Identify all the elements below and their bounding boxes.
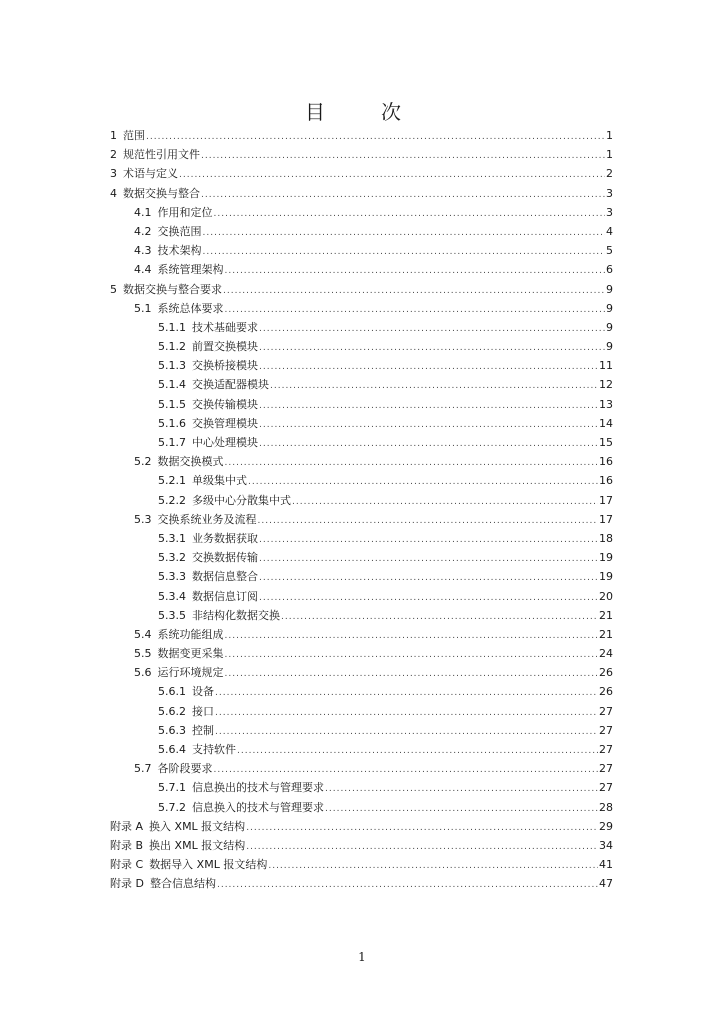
toc-entry-title: 运行环境规定	[157, 666, 224, 680]
toc-dot-leader	[146, 128, 605, 147]
toc-entry-number: 5.3.1	[158, 531, 186, 545]
toc-entry[interactable]	[110, 164, 613, 183]
toc-entry[interactable]	[110, 184, 613, 203]
toc-entry[interactable]	[110, 222, 613, 241]
toc-entry[interactable]	[110, 663, 613, 682]
toc-entry[interactable]	[110, 855, 613, 874]
toc-entry-title: 数据交换与整合要求	[123, 282, 222, 296]
toc-entry-number: 5.1.6	[158, 416, 186, 430]
toc-entry-number: 3	[110, 167, 117, 181]
toc-entry-page: 21	[599, 627, 613, 641]
toc-entry-number: 5.1.5	[158, 397, 186, 411]
toc-entry[interactable]	[110, 452, 613, 471]
toc-entry[interactable]	[110, 260, 613, 279]
toc-entry-number: 5.6.4	[158, 743, 186, 756]
toc-entry-page: 3	[606, 186, 613, 200]
toc-entry-page: 12	[599, 378, 613, 392]
toc-entry-title: 技术基础要求	[192, 320, 258, 334]
toc-entry-page: 34	[599, 838, 613, 852]
toc-entry-title: 技术架构	[157, 244, 202, 258]
toc-dot-leader	[217, 876, 598, 895]
toc-entry-page: 26	[599, 685, 613, 699]
toc-entry-title: 交换系统业务及流程	[157, 512, 257, 526]
toc-entry-page: 26	[599, 666, 613, 680]
toc-entry-title: 术语与定义	[123, 167, 178, 181]
toc-entry-page: 21	[599, 608, 613, 622]
toc-entry-title: 数据变更采集	[157, 647, 224, 661]
toc-dot-leader	[259, 416, 598, 435]
toc-entry-page: 27	[599, 723, 613, 737]
toc-entry-title: 系统功能组成	[157, 627, 224, 641]
toc-entry-title: 系统总体要求	[157, 301, 224, 315]
toc-entry-number: 1	[110, 129, 117, 142]
toc-dot-leader	[201, 186, 605, 205]
toc-entry-page: 9	[606, 301, 613, 315]
toc-dot-leader	[270, 377, 598, 396]
toc-entry-title: 控制	[192, 723, 214, 737]
toc-entry-title: 数据导入 XML 报文结构	[149, 858, 268, 872]
toc-entry-number: 5.2.2	[158, 493, 186, 507]
toc-entry-number: 5.3.2	[158, 551, 186, 565]
toc-entry-number: 4.2	[134, 224, 152, 238]
toc-dot-leader	[246, 838, 598, 857]
toc-entry-title: 作用和定位	[157, 205, 213, 219]
toc-dot-leader	[259, 550, 598, 569]
toc-entry[interactable]	[110, 145, 613, 164]
toc-entry-number: 5	[110, 282, 117, 296]
toc-entry-number: 5.7.2	[158, 800, 186, 814]
toc-entry-number: 5.1	[134, 301, 152, 315]
toc-dot-leader	[225, 646, 599, 665]
toc-entry-title: 数据交换模式	[157, 455, 224, 469]
toc-entry-page: 1	[606, 148, 613, 162]
toc-entry-title: 交换管理模块	[192, 416, 258, 430]
toc-entry-page: 6	[606, 263, 613, 277]
toc-entry-page: 15	[599, 436, 613, 449]
toc-entry[interactable]	[110, 798, 613, 817]
toc-entry-title: 数据交换与整合	[123, 186, 200, 200]
toc-entry[interactable]	[110, 510, 613, 529]
toc-entry[interactable]	[110, 548, 613, 567]
toc-entry-page: 3	[606, 205, 613, 219]
toc-dot-leader	[325, 800, 598, 819]
toc-entry[interactable]	[110, 682, 613, 701]
toc-entry-page: 28	[599, 800, 613, 814]
toc-entry[interactable]	[110, 759, 613, 778]
toc-dot-leader	[248, 473, 598, 492]
toc-entry-page: 27	[599, 704, 613, 718]
toc-entry-page: 11	[599, 359, 613, 373]
toc-entry-page: 24	[599, 647, 613, 661]
toc-entry-number: 附录 C	[110, 858, 144, 872]
toc-entry-page: 16	[599, 455, 613, 469]
toc-entry-title: 前置交换模块	[192, 340, 258, 354]
toc-dot-leader	[259, 569, 598, 588]
toc-entry[interactable]	[110, 836, 613, 855]
toc-entry-page: 27	[599, 762, 613, 776]
toc-entry-number: 5.1.7	[158, 436, 186, 449]
toc-entry-title: 规范性引用文件	[123, 148, 200, 162]
toc-dot-leader	[201, 147, 605, 166]
toc-entry-page: 13	[599, 397, 613, 411]
toc-entry[interactable]	[110, 778, 613, 797]
toc-entry[interactable]	[110, 299, 613, 318]
toc-entry-title: 系统管理架构	[157, 263, 224, 277]
toc-entry-title: 交换传输模块	[192, 397, 258, 411]
toc-entry[interactable]	[110, 126, 613, 145]
toc-dot-leader	[292, 493, 598, 512]
toc-dot-leader	[225, 627, 599, 646]
toc-dot-leader	[259, 397, 598, 416]
toc-entry[interactable]	[110, 318, 613, 337]
toc-dot-leader	[225, 301, 606, 320]
toc-entry-page: 20	[599, 589, 613, 603]
toc-entry-page: 16	[599, 474, 613, 488]
toc-entry-title: 换出 XML 报文结构	[149, 838, 246, 852]
toc-entry-title: 交换数据传输	[192, 551, 258, 565]
toc-entry-number: 5.3.3	[158, 570, 186, 584]
toc-entry[interactable]	[110, 740, 613, 759]
toc-entry[interactable]	[110, 337, 613, 356]
toc-entry-number: 5.3	[134, 512, 152, 526]
toc-entry[interactable]	[110, 375, 613, 394]
toc-entry-number: 4.4	[134, 263, 152, 277]
toc-dot-leader	[225, 665, 599, 684]
toc-dot-leader	[259, 339, 605, 358]
toc-dot-leader	[214, 205, 606, 224]
toc-entry-page: 27	[599, 781, 613, 795]
toc-entry-number: 5.1.3	[158, 359, 186, 373]
toc-entry-page: 27	[599, 743, 613, 756]
toc-entry-page: 14	[599, 416, 613, 430]
toc-entry-number: 5.6.2	[158, 704, 186, 718]
toc-entry[interactable]	[110, 280, 613, 299]
toc-entry-title: 数据信息整合	[192, 570, 258, 584]
toc-entry-number: 5.4	[134, 627, 152, 641]
toc-entry-number: 5.3.4	[158, 589, 186, 603]
toc-entry-title: 交换范围	[157, 224, 202, 238]
toc-dot-leader	[259, 320, 605, 339]
toc-entry-page: 4	[606, 224, 613, 238]
toc-entry-title: 业务数据获取	[192, 531, 258, 545]
toc-entry-title: 交换适配器模块	[192, 378, 269, 392]
toc-entry-page: 1	[606, 129, 613, 142]
toc-dot-leader	[281, 608, 598, 627]
toc-entry-number: 附录 A	[110, 819, 144, 833]
toc-entry-title: 整合信息结构	[149, 877, 216, 891]
toc-entry-title: 中心处理模块	[192, 436, 258, 449]
toc-entry-page: 9	[606, 282, 613, 296]
toc-entry[interactable]	[110, 721, 613, 740]
toc-entry-page: 9	[606, 320, 613, 334]
toc-entry-page: 2	[606, 167, 613, 181]
toc-dot-leader	[203, 224, 606, 243]
toc-entry-page: 19	[599, 551, 613, 565]
toc-dot-leader	[215, 723, 598, 742]
toc-entry-title: 范围	[123, 129, 145, 142]
toc-entry[interactable]	[110, 395, 613, 414]
toc-entry[interactable]	[110, 356, 613, 375]
page-title: 目 次	[305, 100, 419, 124]
toc-entry-number: 5.7	[134, 762, 152, 776]
toc-entry-number: 5.1.4	[158, 378, 186, 392]
toc-entry[interactable]	[110, 491, 613, 510]
toc-entry-title: 数据信息订阅	[192, 589, 258, 603]
toc-entry-number: 5.6.3	[158, 723, 186, 737]
toc-entry-number: 5.2	[134, 455, 152, 469]
toc-entry[interactable]	[110, 414, 613, 433]
toc-entry-number: 5.6	[134, 666, 152, 680]
toc-entry-number: 4	[110, 186, 117, 200]
toc-entry[interactable]	[110, 433, 613, 452]
toc-dot-leader	[203, 243, 606, 262]
toc-entry-title: 各阶段要求	[157, 762, 213, 776]
toc-entry-title: 信息换出的技术与管理要求	[192, 781, 324, 795]
toc-entry-title: 交换桥接模块	[192, 359, 258, 373]
toc-entry-page: 5	[606, 244, 613, 258]
toc-entry[interactable]	[110, 606, 613, 625]
toc-entry[interactable]	[110, 587, 613, 606]
toc-entry-title: 接口	[192, 704, 214, 718]
toc-entry-number: 2	[110, 148, 117, 162]
toc-entry[interactable]	[110, 874, 613, 893]
toc-entry[interactable]	[110, 625, 613, 644]
toc-entry-title: 单级集中式	[192, 474, 247, 488]
toc-entry-number: 5.1.1	[158, 320, 186, 334]
toc-entry[interactable]	[110, 644, 613, 663]
toc-dot-leader	[259, 358, 598, 377]
toc-entry[interactable]	[110, 241, 613, 260]
toc-entry-title: 设备	[192, 685, 214, 699]
toc-entry-number: 4.3	[134, 244, 152, 258]
toc-entry[interactable]	[110, 567, 613, 586]
toc-dot-leader	[268, 857, 598, 876]
toc-entry-number: 附录 D	[110, 877, 144, 891]
toc-dot-leader	[215, 704, 598, 723]
toc-entry[interactable]	[110, 817, 613, 836]
toc-entry-number: 5.6.1	[158, 685, 186, 699]
toc-dot-leader	[325, 780, 598, 799]
toc-dot-leader	[215, 684, 598, 703]
toc-entry-title: 支持软件	[192, 743, 236, 756]
toc-entry-title: 多级中心分散集中式	[192, 493, 291, 507]
toc-entry[interactable]	[110, 471, 613, 490]
toc-dot-leader	[179, 166, 605, 185]
toc-entry-page: 17	[599, 493, 613, 507]
toc-entry-page: 17	[599, 512, 613, 526]
toc-dot-leader	[225, 262, 606, 281]
toc-entry-page: 29	[599, 819, 613, 833]
toc-entry-number: 5.3.5	[158, 608, 186, 622]
page-number: 1	[358, 950, 366, 964]
toc-entry[interactable]	[110, 702, 613, 721]
toc-entry-number: 5.2.1	[158, 474, 186, 488]
toc-entry[interactable]	[110, 203, 613, 222]
toc-entry-number: 5.7.1	[158, 781, 186, 795]
table-of-contents	[110, 126, 613, 894]
toc-dot-leader	[259, 435, 598, 454]
toc-entry-page: 9	[606, 340, 613, 354]
toc-entry-number: 4.1	[134, 205, 152, 219]
toc-dot-leader	[223, 282, 605, 301]
toc-entry-page: 18	[599, 531, 613, 545]
toc-entry-title: 信息换入的技术与管理要求	[192, 800, 324, 814]
toc-dot-leader	[237, 742, 598, 761]
toc-dot-leader	[259, 589, 598, 608]
toc-entry[interactable]	[110, 529, 613, 548]
toc-entry-page: 41	[599, 858, 613, 872]
toc-dot-leader	[259, 531, 598, 550]
toc-entry-title: 非结构化数据交换	[192, 608, 280, 622]
toc-entry-number: 附录 B	[110, 838, 144, 852]
toc-dot-leader	[258, 512, 599, 531]
toc-entry-title: 换入 XML 报文结构	[149, 819, 246, 833]
toc-dot-leader	[246, 819, 598, 838]
toc-dot-leader	[225, 454, 599, 473]
toc-entry-page: 47	[599, 877, 613, 891]
toc-entry-page: 19	[599, 570, 613, 584]
toc-entry-number: 5.5	[134, 647, 152, 661]
toc-entry-number: 5.1.2	[158, 340, 186, 354]
